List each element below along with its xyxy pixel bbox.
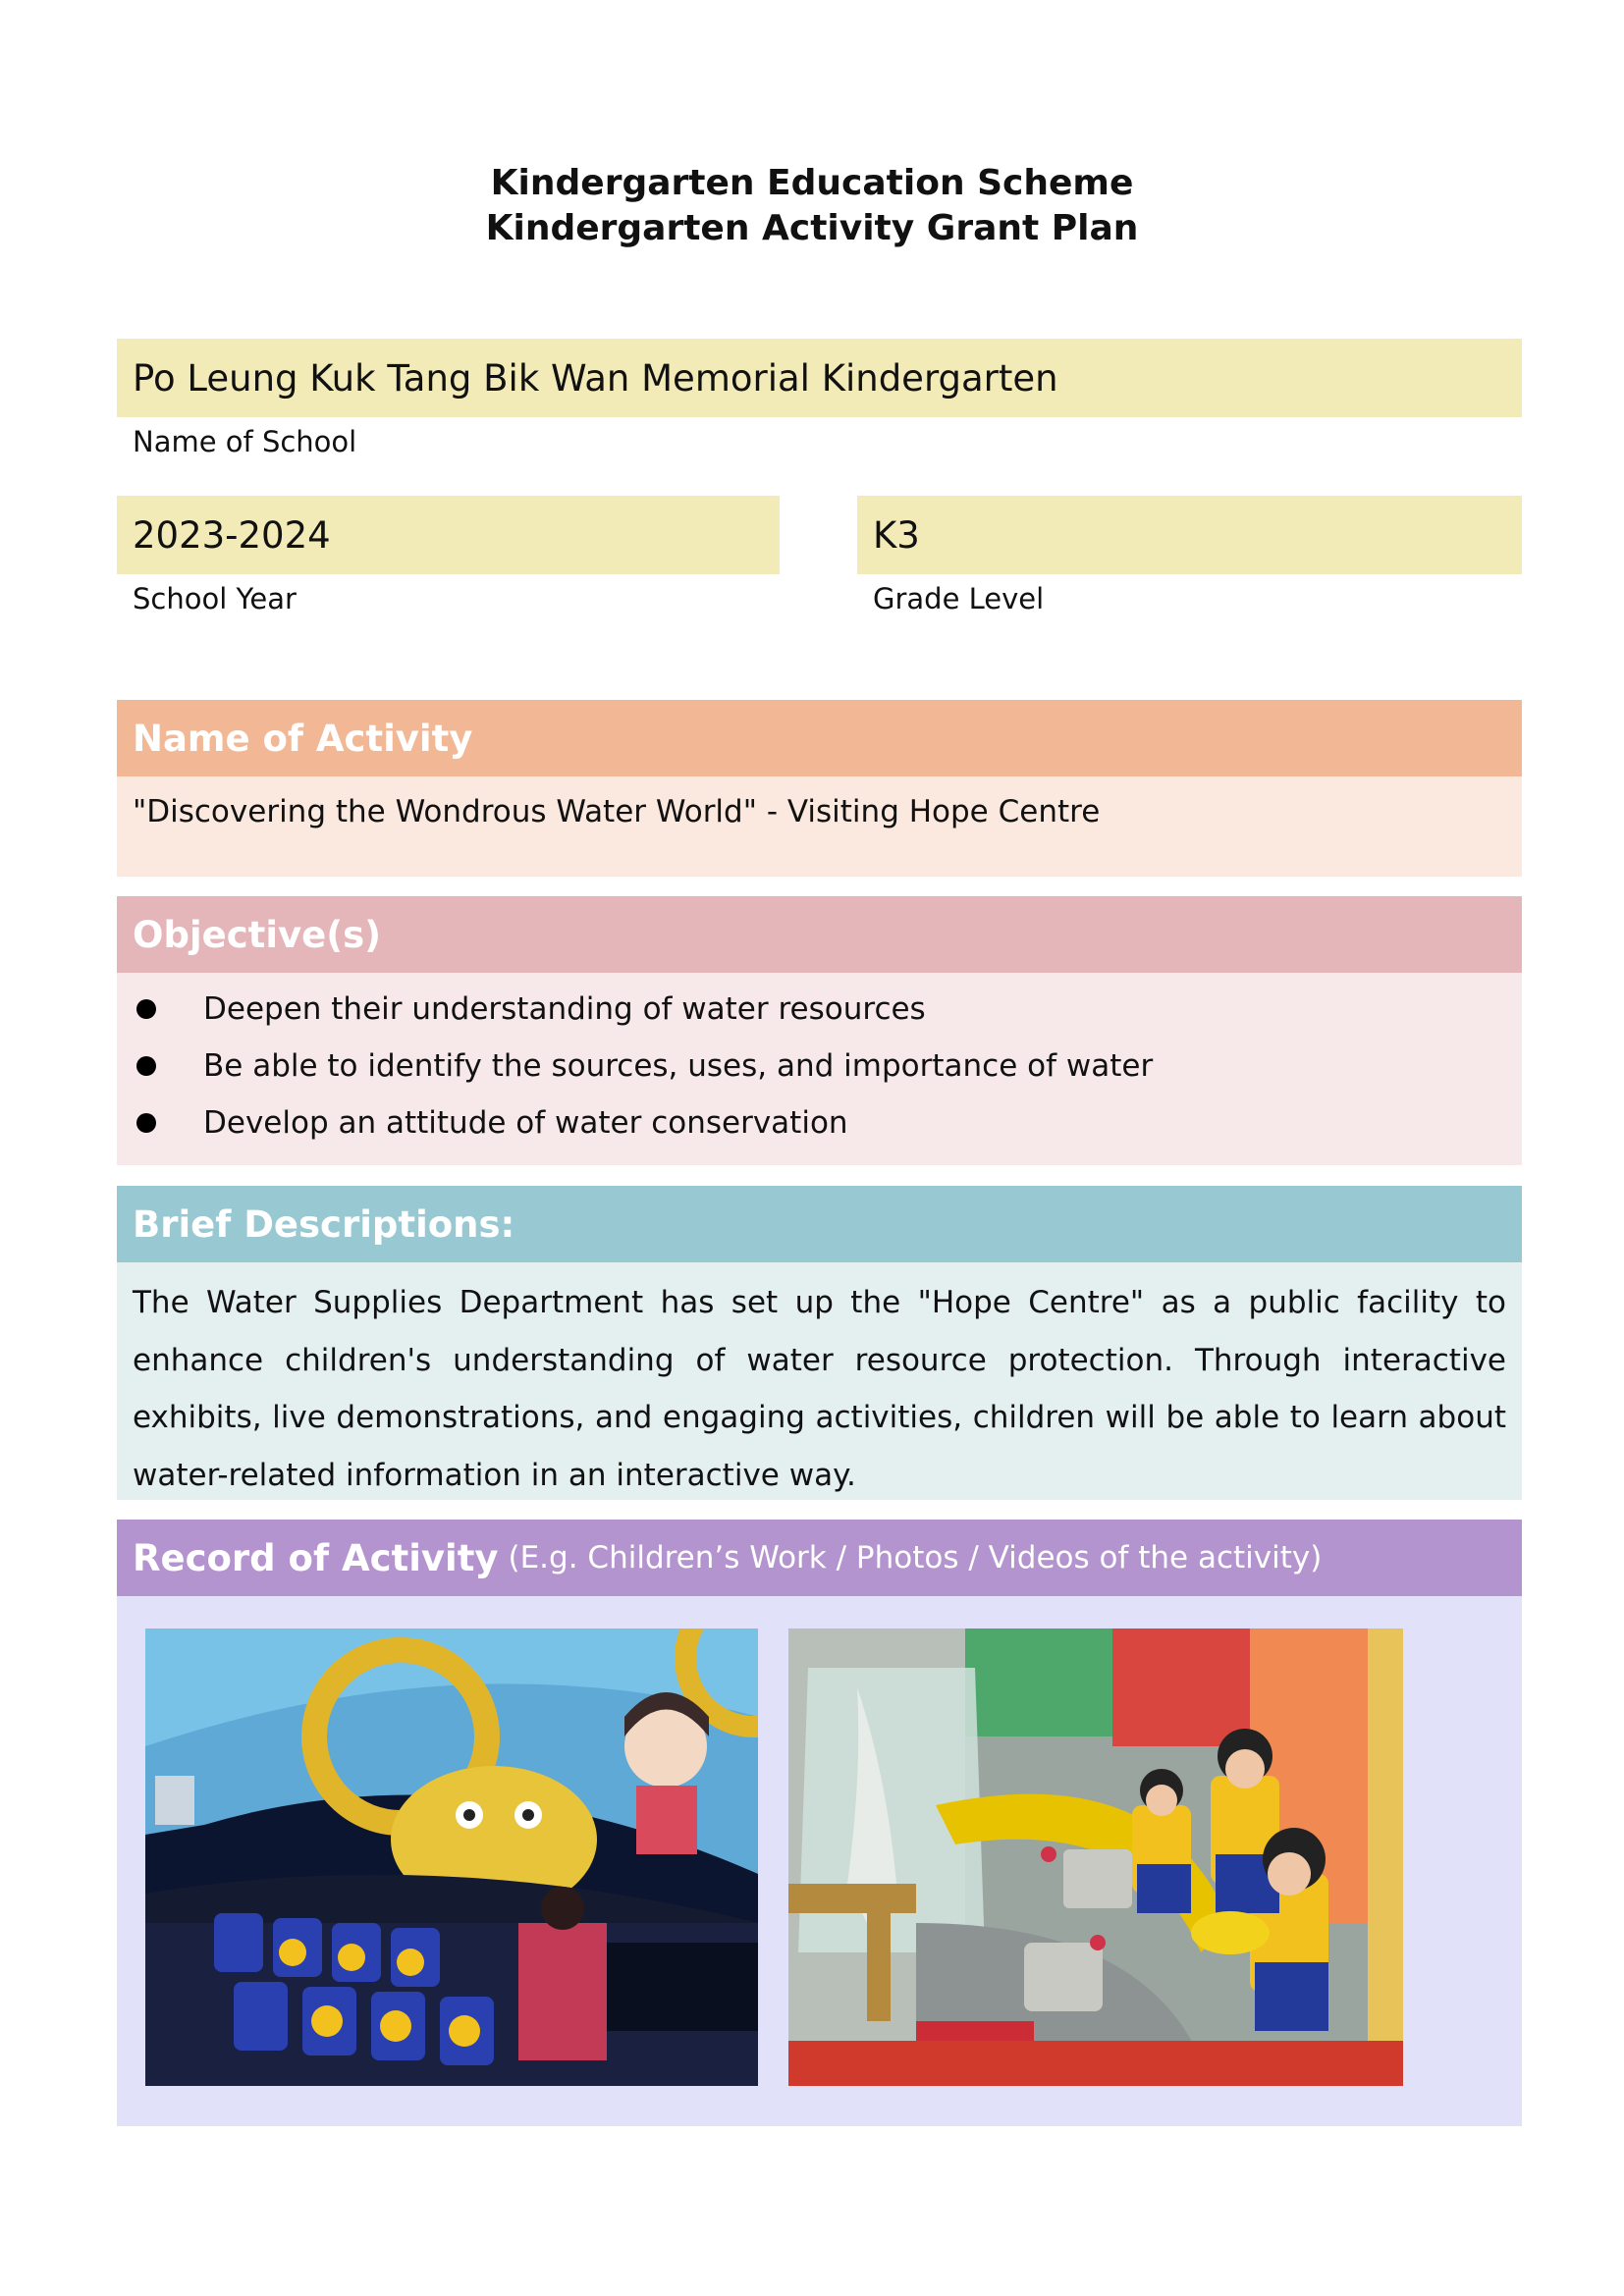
objectives-heading: Objective(s): [117, 896, 1522, 973]
school-year: 2023-2024: [133, 513, 331, 557]
activity-name: "Discovering the Wondrous Water World" - Visiting Hope Centre: [133, 794, 1101, 829]
record-title: Record of Activity: [133, 1536, 499, 1579]
water-exhibit-image: [788, 1629, 1403, 2086]
scheme-title: Kindergarten Education Scheme: [490, 163, 1134, 203]
objective-item: [117, 1095, 1522, 1151]
water-exhibit-photo: [788, 1629, 1403, 2086]
school-year-label: School Year: [133, 582, 297, 615]
school-name: Po Leung Kuk Tang Bik Wan Memorial Kindergarten: [133, 356, 1058, 400]
grade-level-field: [857, 496, 1522, 574]
bullet-icon: [136, 999, 156, 1019]
record-note: (E.g. Children’s Work / Photos / Videos of the activity): [508, 1540, 1323, 1575]
record-heading: [117, 1520, 1522, 1596]
activity-heading: Name of Activity: [117, 700, 1522, 776]
activity-name-section: [117, 776, 1522, 877]
description-text: The Water Supplies Department has set up the "Hope Centre" as a public facility to enhance children's understanding of water resource protection. Through interactive exhibits, live demonstrations, and engaging activities, children will be able to learn about water-related information in an interactive way.: [117, 1262, 1522, 1500]
dome-theatre-photo: [145, 1629, 758, 2086]
objective-text: Be able to identify the sources, uses, and importance of water: [203, 1048, 1154, 1084]
objective-text: Deepen their understanding of water resources: [203, 991, 926, 1027]
bullet-icon: [136, 1056, 156, 1076]
dome-theatre-image: [145, 1629, 758, 2086]
objective-text: Develop an attitude of water conservation: [203, 1105, 848, 1141]
school-name-field: [117, 339, 1522, 417]
objective-item: [117, 981, 1522, 1038]
objectives-list: [117, 973, 1522, 1165]
school-year-field: [117, 496, 780, 574]
bullet-icon: [136, 1113, 156, 1133]
plan-title: Kindergarten Activity Grant Plan: [485, 208, 1139, 248]
grade-level: K3: [873, 513, 920, 557]
description-heading: Brief Descriptions:: [117, 1186, 1522, 1262]
school-name-label: Name of School: [133, 425, 357, 458]
objective-item: [117, 1038, 1522, 1095]
grade-level-label: Grade Level: [873, 582, 1045, 615]
